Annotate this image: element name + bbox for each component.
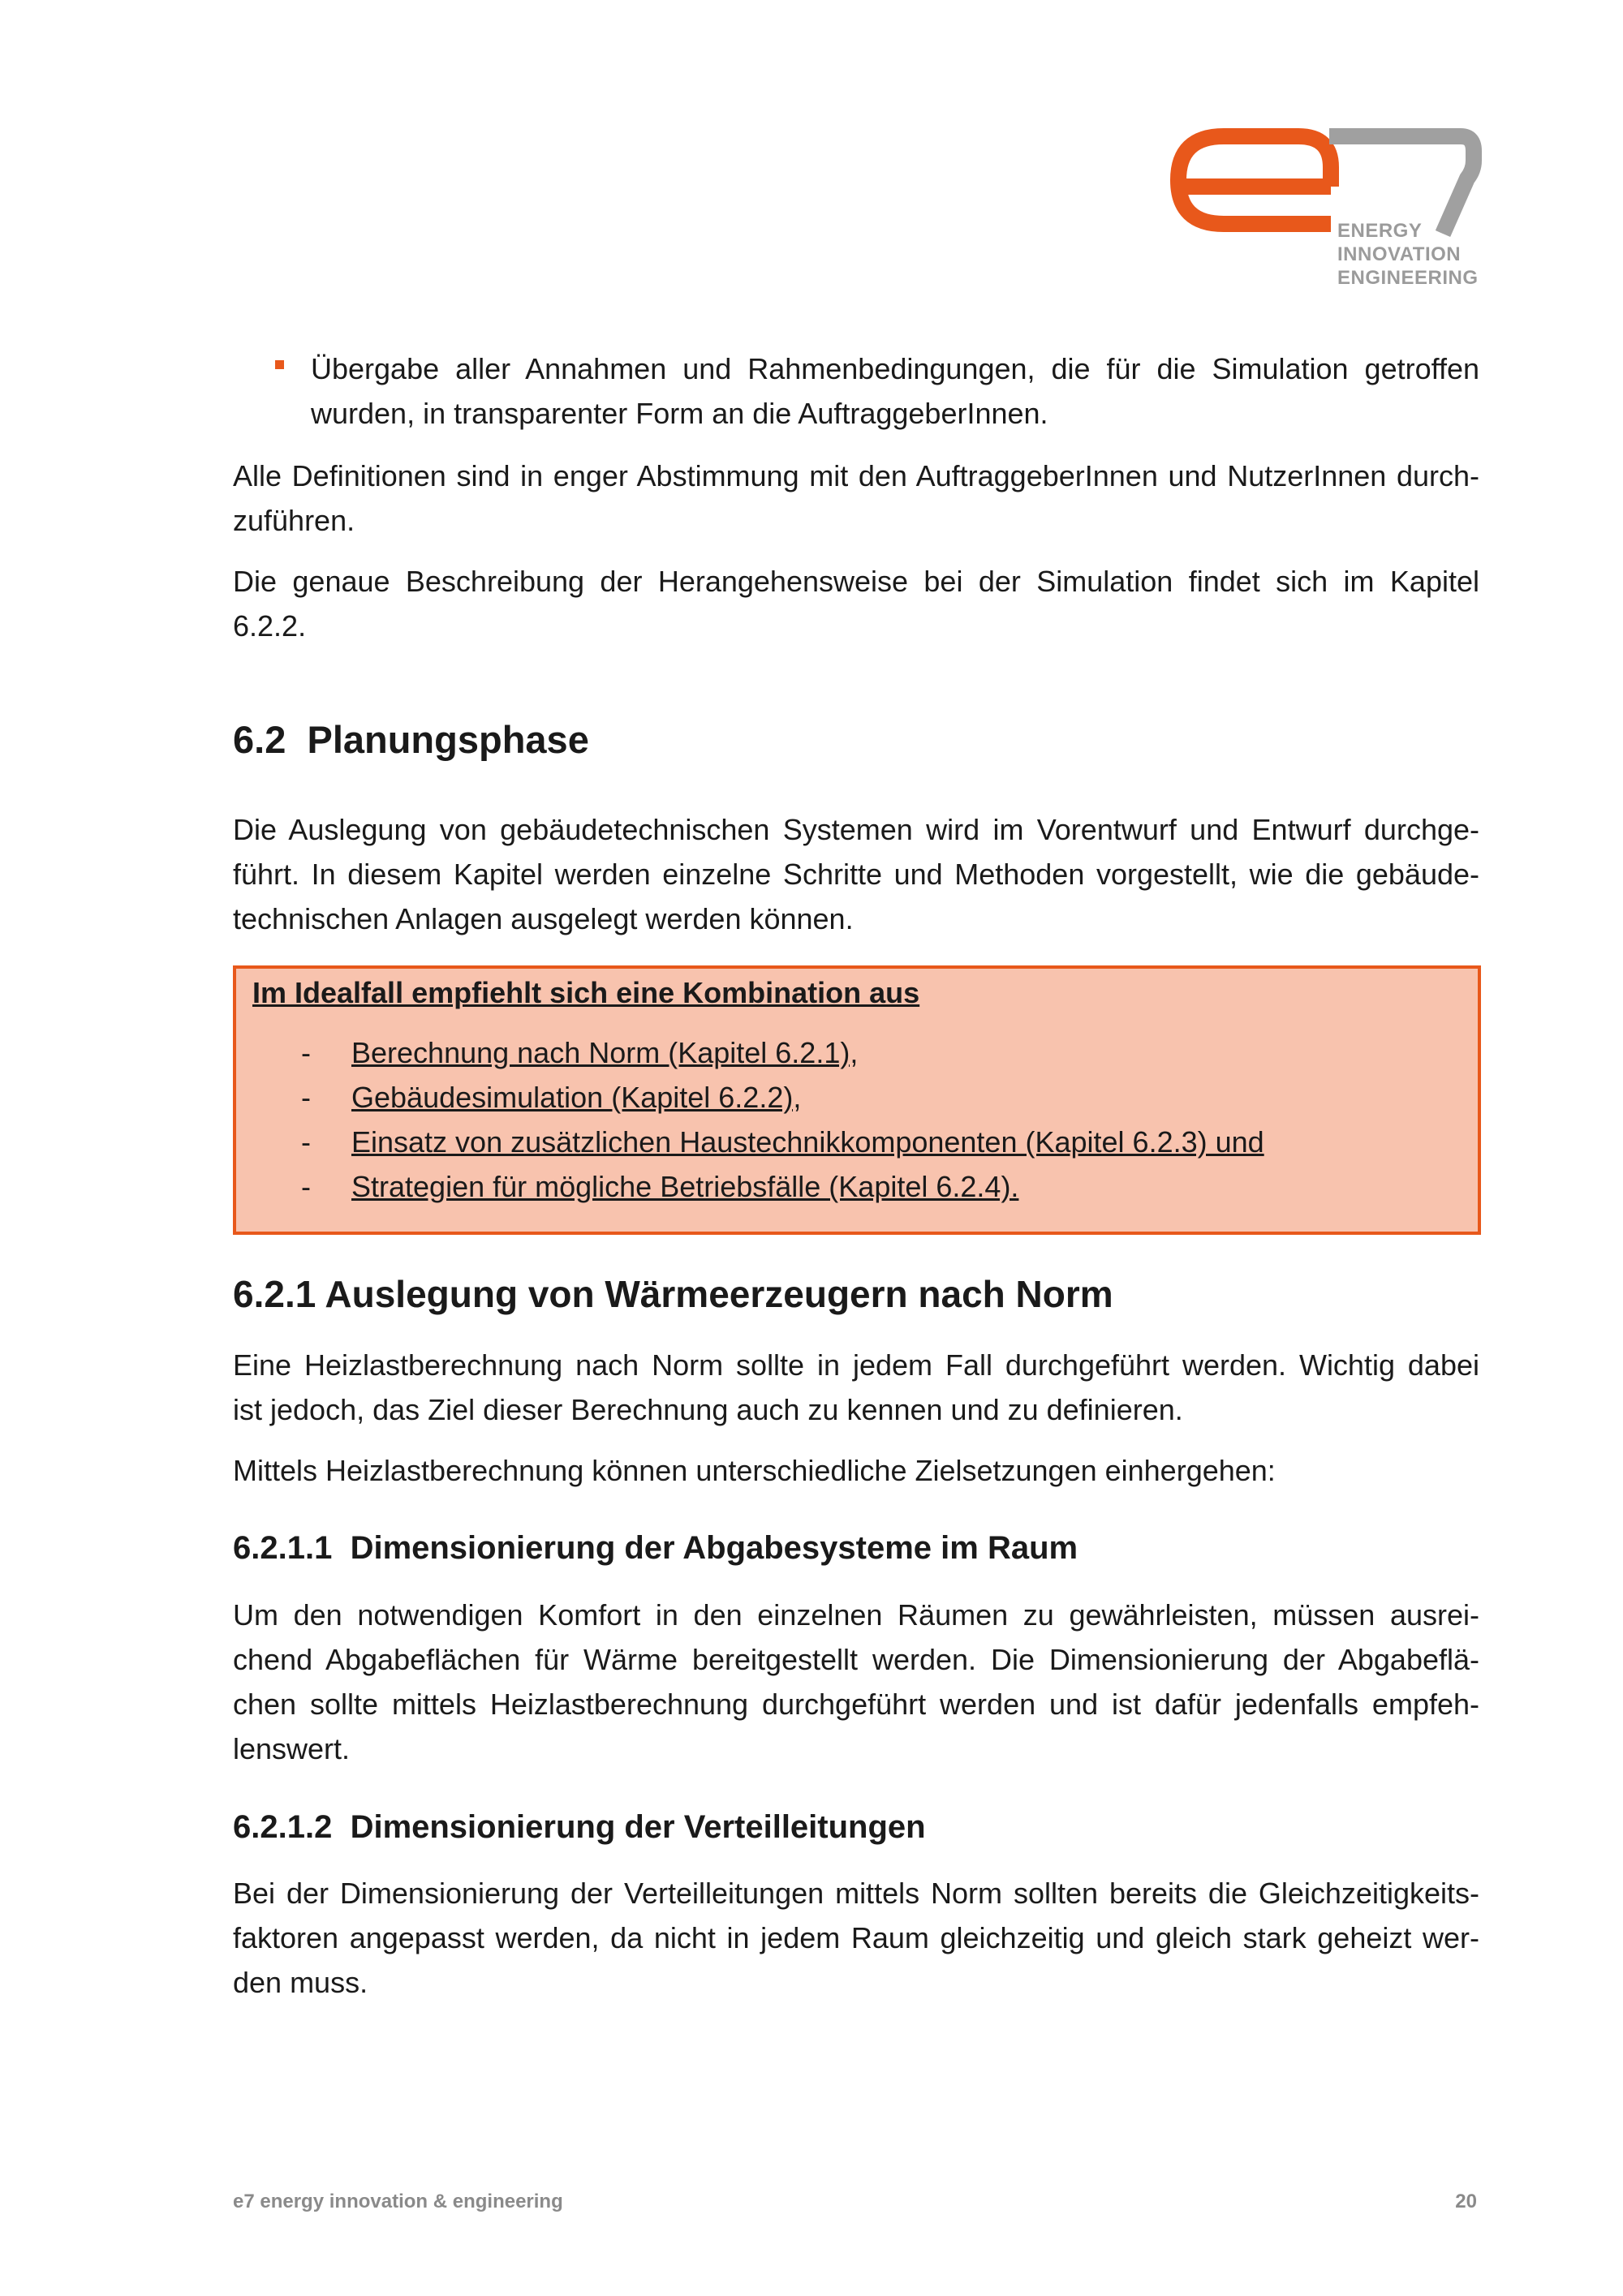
paragraph-planning-intro (233, 807, 1479, 941)
page-number: 20 (1455, 2191, 1477, 2212)
section-number: 6.2 (233, 718, 286, 761)
dash-bullet: - (301, 1036, 311, 1069)
subsection-heading (233, 1270, 1113, 1318)
box-item-link[interactable]: Strategien für mögliche Betriebsfälle (Kapitel 6.2.4). (351, 1170, 1019, 1203)
text-line: Die Auslegung von gebäudetechnischen Systemen wird im Vorentwurf und Entwurf durchge- (233, 813, 1479, 846)
footer-company: e7 energy innovation & engineering (233, 2191, 563, 2212)
paragraph-simulation-reference (233, 559, 1479, 648)
section-heading (233, 716, 589, 764)
text-line: 6.2.2. (233, 609, 307, 643)
logo-line: ENERGY (1337, 220, 1423, 242)
dash-bullet: - (301, 1125, 311, 1159)
box-item-link[interactable]: Berechnung nach Norm (Kapitel 6.2.1), (351, 1036, 859, 1069)
text-line: wurden, in transparenter Form an die AuftraggeberInnen. (311, 397, 1048, 430)
section-title: Planungsphase (307, 718, 589, 761)
box-item-link[interactable]: Einsatz von zusätzlichen Haustechnikkomponenten (Kapitel 6.2.3) und (351, 1125, 1264, 1159)
subsubsection-title: Dimensionierung der Verteilleitungen (350, 1809, 926, 1845)
subsubsection-heading (233, 1806, 926, 1848)
box-list-item (301, 1075, 801, 1120)
text-line: Bei der Dimensionierung der Verteilleitungen mittels Norm sollten bereits die Gleichzeitigkeits- (233, 1877, 1479, 1910)
text-line: chen sollte mittels Heizlastberechnung durchgeführt werden und ist dafür jedenfalls empfeh- (233, 1688, 1479, 1721)
bullet-item (311, 346, 1479, 436)
box-list-item (301, 1120, 1264, 1164)
paragraph-definitions (233, 454, 1479, 543)
dash-bullet: - (301, 1170, 311, 1203)
recommendation-box (233, 965, 1481, 1235)
text-line: Mittels Heizlastberechnung können unterschiedliche Zielsetzungen einhergehen: (233, 1454, 1276, 1487)
text-line: Eine Heizlastberechnung nach Norm sollte in jedem Fall durchgeführt werden. Wichtig dabei (233, 1348, 1479, 1382)
text-line: Alle Definitionen sind in enger Abstimmung mit den AuftraggeberInnen und NutzerInnen durch- (233, 459, 1479, 492)
box-list-item (301, 1030, 858, 1075)
logo-line: ENGINEERING (1337, 267, 1479, 289)
subsection-number: 6.2.1 (233, 1273, 316, 1315)
paragraph-heat-load (233, 1343, 1479, 1432)
subsubsection-title: Dimensionierung der Abgabesysteme im Raum (350, 1530, 1078, 1566)
e7-logo (1169, 128, 1485, 290)
subsubsection-heading (233, 1527, 1078, 1569)
paragraph-emission-systems (233, 1593, 1479, 1771)
bullet-square-icon (275, 360, 284, 369)
box-title: Im Idealfall empfiehlt sich eine Kombination aus (252, 976, 920, 1009)
text-line: chend Abgabeflächen für Wärme bereitgestellt werden. Die Dimensionierung der Abgabeflä- (233, 1643, 1479, 1676)
paragraph-objectives (233, 1448, 1479, 1493)
text-line: Um den notwendigen Komfort in den einzelnen Räumen zu gewährleisten, müssen ausrei- (233, 1598, 1479, 1632)
subsubsection-number: 6.2.1.1 (233, 1530, 333, 1566)
text-line: führt. In diesem Kapitel werden einzelne Schritte und Methoden vorgestellt, wie die gebäude- (233, 858, 1479, 891)
text-line: ist jedoch, das Ziel dieser Berechnung auch zu kennen und zu definieren. (233, 1393, 1183, 1426)
logo-line: INNOVATION (1337, 243, 1462, 265)
text-line: Die genaue Beschreibung der Herangehensweise bei der Simulation findet sich im Kapitel (233, 565, 1479, 598)
text-line: technischen Anlagen ausgelegt werden können. (233, 902, 854, 935)
text-line: den muss. (233, 1966, 368, 1999)
box-list-item (301, 1164, 1018, 1209)
text-line: Übergabe aller Annahmen und Rahmenbedingungen, die für die Simulation getroffen (311, 352, 1479, 385)
text-line: zuführen. (233, 504, 355, 537)
box-item-link[interactable]: Gebäudesimulation (Kapitel 6.2.2), (351, 1081, 802, 1114)
paragraph-distribution-lines (233, 1871, 1479, 2005)
text-line: lenswert. (233, 1732, 351, 1765)
logo-wordmark (1337, 219, 1492, 290)
text-line: faktoren angepasst werden, da nicht in jedem Raum gleichzeitig und gleich stark geheizt wer- (233, 1921, 1479, 1954)
subsection-title: Auslegung von Wärmeerzeugern nach Norm (325, 1273, 1113, 1315)
dash-bullet: - (301, 1081, 311, 1114)
subsubsection-number: 6.2.1.2 (233, 1809, 333, 1845)
